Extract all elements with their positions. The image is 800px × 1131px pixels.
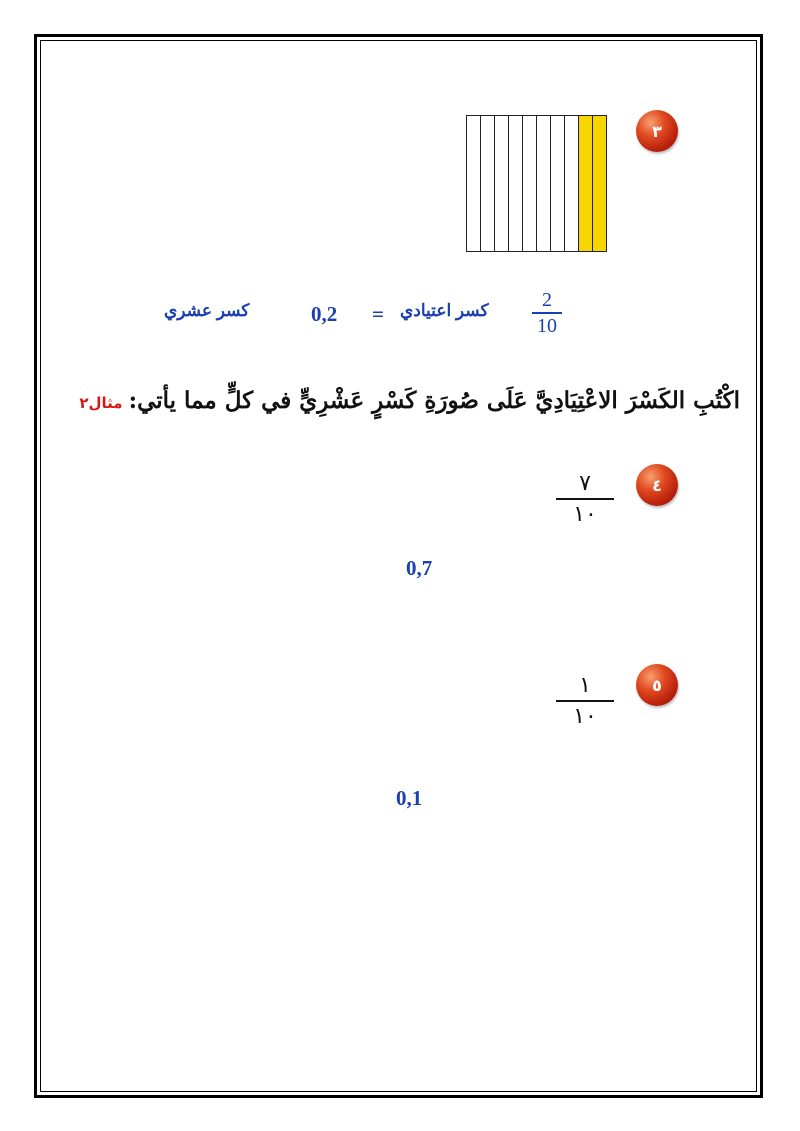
exercise-number: ٤ [652, 475, 662, 495]
fraction-numerator: ٧ [579, 471, 591, 496]
instruction-heading [79, 387, 740, 414]
fraction-bar [532, 312, 562, 314]
model-fraction [532, 290, 562, 336]
fraction-numerator: ١ [579, 673, 591, 698]
exercise-number-badge [636, 664, 678, 706]
common-fraction-label: كسر اعتيادي [400, 301, 489, 320]
tenth-strip [509, 116, 523, 251]
exercise-number: ٥ [652, 675, 662, 695]
tenth-strip [537, 116, 551, 251]
fraction-bar [556, 498, 614, 500]
fraction-denominator: ١٠ [573, 502, 597, 528]
decimal-fraction-label: كسر عشري [164, 301, 250, 320]
page-border-inner [40, 40, 757, 1092]
exercise-fraction [556, 472, 614, 526]
fraction-denominator: 10 [537, 315, 557, 337]
fraction-bar [556, 700, 614, 702]
tenths-strip-model [466, 115, 607, 252]
exercise-number: ٣ [652, 121, 662, 141]
exercise-answer: 0,7 [406, 556, 433, 580]
instruction-text: اكْتُبِ الكَسْرَ الاعْتِيَادِيَّ عَلَى صُورَةِ كَسْرٍ عَشْرِيٍّ في كلٍّ مما يأتي: [128, 387, 740, 414]
equals-sign: = [372, 302, 384, 326]
tenth-strip [579, 116, 593, 251]
fraction-numerator: 2 [542, 289, 552, 311]
tenth-strip [467, 116, 481, 251]
tenth-strip [565, 116, 579, 251]
example-tag: مثال٢ [79, 394, 123, 412]
fraction-denominator: ١٠ [573, 704, 597, 730]
tenth-strip [523, 116, 537, 251]
exercise-number-badge [636, 110, 678, 152]
exercise-fraction [556, 674, 614, 728]
exercise-number-badge [636, 464, 678, 506]
exercise-answer: 0,1 [396, 786, 423, 810]
tenth-strip [495, 116, 509, 251]
tenth-strip [593, 116, 606, 251]
tenth-strip [481, 116, 495, 251]
decimal-value: 0,2 [311, 302, 338, 326]
tenth-strip [551, 116, 565, 251]
